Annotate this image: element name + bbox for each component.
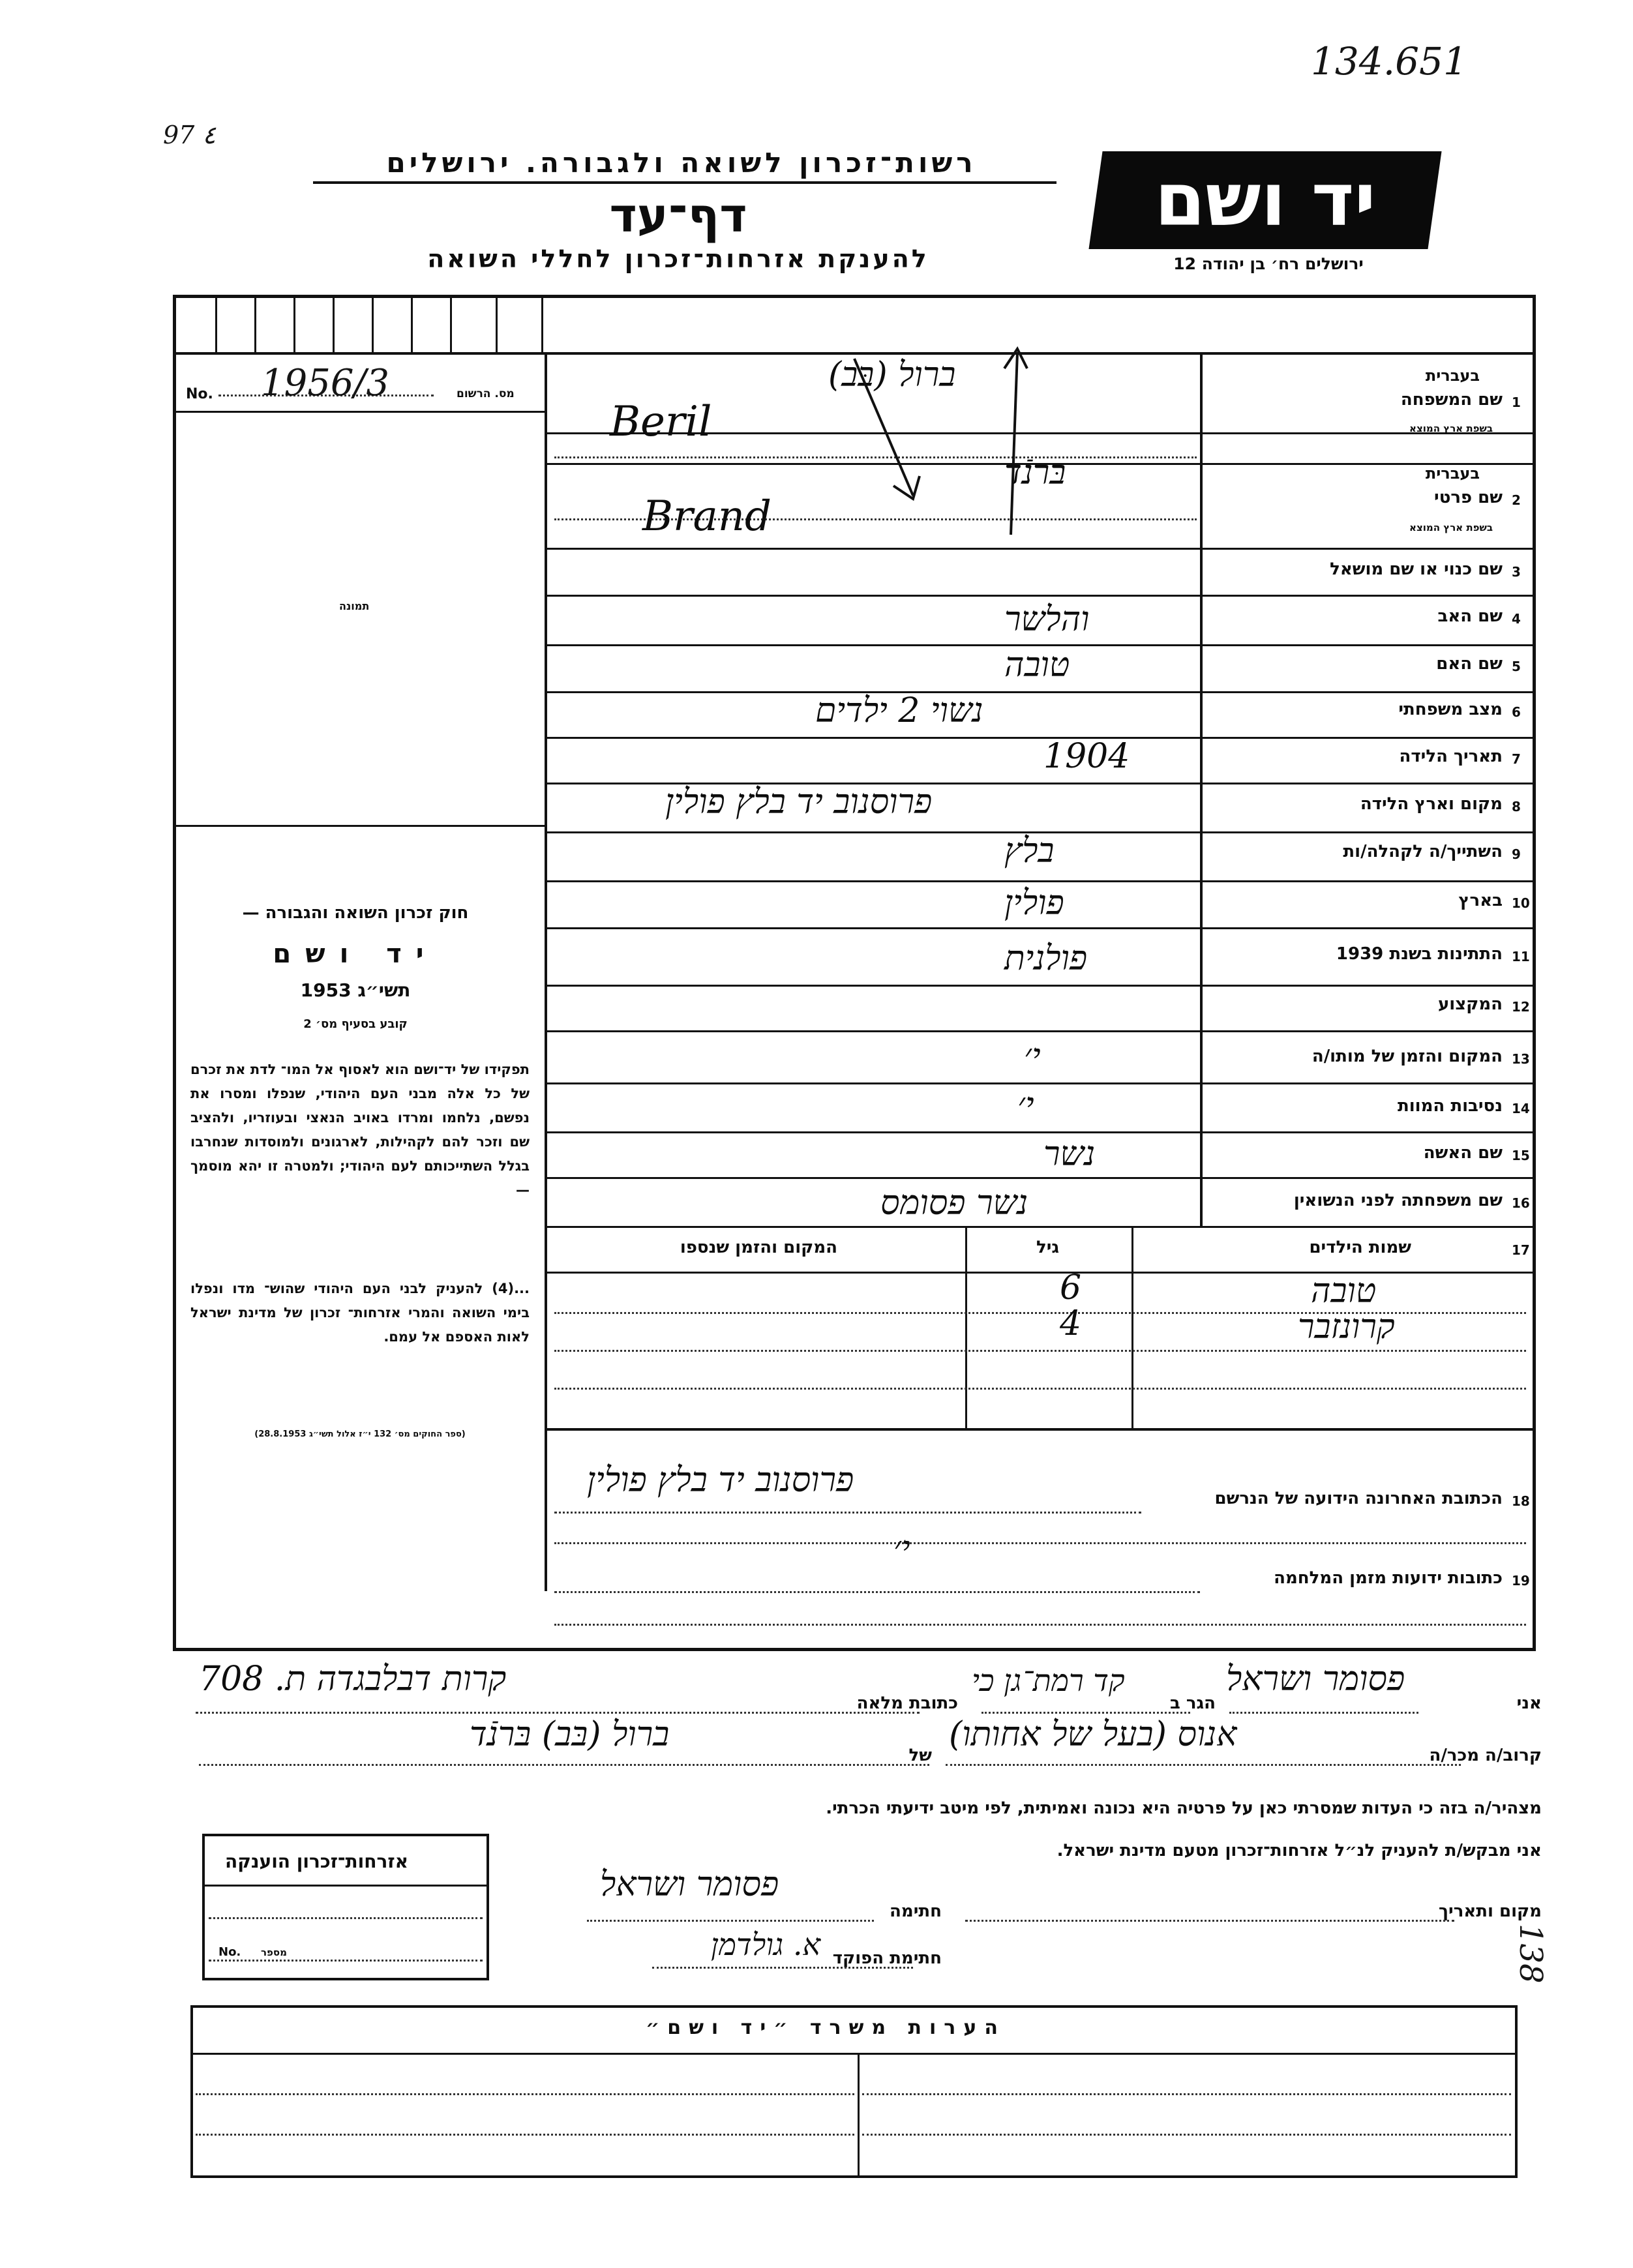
children-names-header: שמות הילדים <box>1309 1238 1411 1257</box>
relation-value: אנוס (בעל של אחותו) <box>949 1715 1237 1754</box>
row-line <box>546 548 1534 550</box>
decl-dots <box>946 1764 1461 1766</box>
law-year: תשי״ג 1953 <box>300 979 411 1001</box>
authority-underline <box>313 181 1056 184</box>
field-label-birth-place: מקום וארץ הלידה <box>1360 794 1503 814</box>
children-col-divider <box>965 1226 967 1428</box>
surname-native-value: Beril <box>610 398 712 446</box>
notes-dots <box>862 2093 1511 2095</box>
field-label-mother: שם האם <box>1436 654 1503 674</box>
notes-dots <box>862 2134 1511 2136</box>
row-line <box>546 1030 1534 1032</box>
stamp-box-divider <box>202 1885 489 1887</box>
stamp-no-label: No. <box>218 1945 241 1959</box>
field-label-death-circumstances: נסיבות המוות <box>1398 1096 1503 1116</box>
law-paragraph-2: ...(4) להעניק לבני העם היהודי שהוש־ מדו ונפלו בימי השואה והמרי אזרחות־ זכרון של מדינת ישראל לאות האספם אל עמם. <box>190 1281 530 1345</box>
decl-dots <box>965 1920 1454 1922</box>
surname-hebrew-value: ברול (בּב) <box>828 355 956 395</box>
field-num: 3 <box>1512 564 1521 580</box>
wartime-address-value: י׳ <box>893 1529 910 1568</box>
declarant-signature: פסומר ושראל <box>600 1865 779 1904</box>
strip-tick <box>215 297 217 352</box>
field-label-citizenship-1939: התתינות בשנת 1939 <box>1336 944 1503 964</box>
stamp-dots <box>209 1917 483 1919</box>
notes-dots <box>196 2134 854 2136</box>
decl-resides-label: הגר ב <box>1169 1694 1216 1713</box>
left-column-divider <box>545 352 547 1591</box>
declarant-name: פסומר ושראל <box>1226 1660 1405 1699</box>
field-num: 4 <box>1512 611 1521 627</box>
office-notes-divider <box>858 2053 860 2178</box>
row-dots <box>554 1350 1526 1352</box>
section-divider <box>546 1428 1534 1431</box>
mother-name-value: טובה <box>1004 646 1070 685</box>
declarant-city: קד רמת־גן כי <box>972 1663 1125 1698</box>
field-sub-native: בשפת ארץ המוצא <box>1409 522 1493 533</box>
country-value: פולין <box>1004 884 1064 923</box>
row-line <box>546 1226 1534 1228</box>
field-label-first-name: שם פרטי <box>1434 488 1503 507</box>
strip-tick <box>372 297 374 352</box>
child-age: 4 <box>1060 1304 1082 1343</box>
relation-of-label: של <box>908 1746 932 1765</box>
row-line <box>546 1177 1534 1179</box>
law-source: (ספר החוקים מס׳ 132 י״ז אלול תשי״ג 28.8.1953) <box>254 1429 466 1439</box>
decl-dots <box>652 1967 913 1969</box>
decl-dots <box>1229 1712 1418 1714</box>
field-num: 19 <box>1512 1573 1530 1589</box>
decl-dots <box>587 1920 874 1922</box>
law-title: חוק זכרון השואה והגבורה — <box>242 903 469 923</box>
field-num: 8 <box>1512 799 1521 814</box>
place-time-death-value: י׳ <box>1024 1037 1041 1076</box>
field-num: 7 <box>1512 751 1521 767</box>
registration-label: מס. הרשום <box>457 387 515 400</box>
signature-label: חתימה <box>890 1902 942 1921</box>
last-address-value: פרוסנוב יד בלץ פולין <box>587 1461 854 1500</box>
field-label-father: שם האב <box>1437 606 1503 626</box>
stamp-dots <box>209 1960 483 1962</box>
row-line <box>546 691 1534 693</box>
decl-dots <box>199 1764 929 1766</box>
strip-tick <box>293 297 295 352</box>
field-num: 14 <box>1512 1101 1530 1116</box>
correction-arrows <box>815 346 1037 541</box>
declarant-address: קרות דבלבגדה ת. 708 <box>199 1660 507 1699</box>
row-line <box>546 985 1534 987</box>
field-num: 9 <box>1512 846 1521 862</box>
field-label-birth-date: תאריך הלידה <box>1399 747 1503 766</box>
margin-note: 97 ٤ <box>163 121 216 149</box>
law-clause: קובע בסעיף מס׳ 2 <box>303 1017 408 1031</box>
relation-label: קרוב/ה מכר/ה <box>1429 1746 1542 1765</box>
first-name-hebrew-value: בּרנֿד <box>1004 453 1066 492</box>
field-label-nickname: שם כנוי או שם מושאל <box>1330 560 1503 579</box>
child-name: טובה <box>1311 1272 1377 1311</box>
authority-line: רשות־זכרון לשואה ולגבורה. ירושלים <box>386 147 977 179</box>
field-num: 18 <box>1512 1493 1530 1509</box>
field-num: 1 <box>1512 395 1521 410</box>
office-notes-title: הערות משרד ״יד ושם״ <box>646 2016 1006 2039</box>
children-age-header: גיל <box>1036 1238 1059 1257</box>
form-subtitle: להענקת אזרחות־זכרון לחללי השואה <box>427 245 929 273</box>
label-column-divider <box>1200 352 1203 1226</box>
side-page-number: 138 <box>1512 1924 1549 1984</box>
law-paragraph-1: תפקידו של יד־ושם הוא לאסוף אל המו־ לדת את זכרם של כל אלה מבני העם היהודי, שנפלו ומסרו את נפשם, נלחמו ומרדו באויב הנאצי ובעוזריו, ולהציב שם וזכר להם לקהילות, לארגונים ולמוסדות שנחרבו בגלל השתייכותם לעם היהודי; ולמטרה זו יהא מוסמך — <box>190 1062 530 1198</box>
field-label-marital-status: מצב משפחתי <box>1398 700 1503 719</box>
field-num: 15 <box>1512 1148 1530 1163</box>
notes-dots <box>196 2093 854 2095</box>
field-num: 5 <box>1512 659 1521 674</box>
field-sub-hebrew: בעברית <box>1425 366 1480 385</box>
law-name: יד ושם <box>273 939 438 969</box>
field-num: 2 <box>1512 492 1521 508</box>
stamp-box-title: אזרחות־זכרון הוענקה <box>225 1851 408 1872</box>
children-col-divider <box>1131 1226 1133 1428</box>
field-label-wife-name: שם האשה <box>1423 1143 1503 1163</box>
declaration-statement: מצהיר/ה בזה כי העדות שמסרתי כאן על פרטיה היא נכונה ואמיתית, לפי מיטב ידיעתי הכרתי. <box>826 1798 1542 1818</box>
field-label-maiden-name: שם משפחתה לפני הנשואין <box>1293 1191 1503 1210</box>
row-dots <box>554 1542 1526 1544</box>
yad-vashem-logo: יד ושם <box>1088 151 1441 249</box>
strip-tick <box>450 297 452 352</box>
field-label-country: בארץ <box>1458 891 1503 910</box>
wartime-address-label: כתובות ידועות מזמן המלחמה <box>1274 1568 1503 1588</box>
field-sub-native: בשפת ארץ המוצא <box>1409 423 1493 434</box>
row-dots <box>554 1624 1526 1626</box>
row-dots <box>554 1591 1200 1593</box>
decl-address-label: כתובת מלאה <box>856 1694 958 1713</box>
last-address-label: הכתובת האחרונה הידועה של הנרשם <box>1214 1489 1503 1508</box>
father-name-value: והלשר <box>1004 600 1090 639</box>
archive-number: 134.651 <box>1311 39 1467 83</box>
stamp-number-label: מספר <box>261 1947 287 1958</box>
photo-label: תמונה <box>339 600 370 612</box>
row-line <box>546 737 1534 739</box>
row-line <box>546 880 1534 882</box>
death-circumstances-value: י׳ <box>1017 1086 1034 1125</box>
maiden-name-value: נשר פסומס <box>880 1184 1028 1223</box>
citizenship-value: פולנית <box>1004 939 1088 978</box>
birth-date-value: 1904 <box>1043 737 1130 776</box>
strip-tick <box>333 297 335 352</box>
child-name: קרונזבר <box>1298 1307 1395 1347</box>
field-num: 16 <box>1512 1195 1530 1211</box>
decl-dots <box>196 1712 920 1714</box>
strip-tick <box>541 297 543 352</box>
field-num: 12 <box>1512 999 1530 1015</box>
officer-signature-label: חתימת הפוקד <box>832 1948 942 1968</box>
place-date-label: מקום ותאריך <box>1439 1902 1542 1921</box>
field-label-surname: שם המשפחה <box>1400 390 1503 410</box>
children-place-header: המקום והזמן שנספו <box>680 1238 837 1257</box>
registration-underline <box>173 411 546 413</box>
strip-tick <box>254 297 256 352</box>
field-num: 17 <box>1512 1242 1530 1258</box>
logo-address: ירושלים רח׳ בן יהודה 12 <box>1173 254 1364 273</box>
row-dots <box>554 1388 1526 1390</box>
registration-number: 1956/3 <box>261 362 390 404</box>
wife-name-value: נשר <box>1043 1135 1096 1174</box>
field-label-place-time-death: המקום והזמן של מותו/ה <box>1311 1047 1503 1066</box>
child-age: 6 <box>1060 1268 1082 1307</box>
declaration-request: אני מבקש/ת להעניק לנ״ל אזרחות־זכרון מטעם מדינת ישראל. <box>1056 1841 1542 1860</box>
photo-box-bottom <box>173 825 546 827</box>
field-num: 13 <box>1512 1051 1530 1067</box>
decl-dots <box>981 1712 1190 1714</box>
office-notes-header-line <box>190 2053 1518 2055</box>
field-label-profession: המקצוע <box>1437 994 1503 1014</box>
officer-signature: א. גולדמן <box>711 1927 821 1962</box>
strip-tick <box>411 297 413 352</box>
strip-tick <box>496 297 498 352</box>
field-num: 10 <box>1512 895 1530 911</box>
children-header-line <box>546 1272 1534 1274</box>
row-dots <box>554 1512 1141 1514</box>
decl-prefix: אני <box>1516 1694 1542 1713</box>
marital-status-value: נשוי 2 ילדים <box>815 691 983 730</box>
birth-place-value: פרוסנוב יד בלץ פולין <box>665 783 933 822</box>
field-label-community: השתייך/ה לקהלה/ות <box>1343 842 1503 861</box>
field-num: 6 <box>1512 704 1521 720</box>
row-line <box>546 927 1534 929</box>
field-sub-hebrew: בעברית <box>1425 464 1480 483</box>
row-line <box>546 1131 1534 1133</box>
field-num: 11 <box>1512 949 1530 964</box>
row-line <box>546 595 1534 597</box>
relation-subject: ברול (בּב) בּרנֿד <box>470 1715 670 1754</box>
first-name-native-value: Brand <box>642 492 772 541</box>
row-line <box>546 1082 1534 1084</box>
community-value: בלץ <box>1004 831 1055 871</box>
form-title: דף־עד <box>609 188 747 243</box>
registration-no-label: No. <box>186 386 213 402</box>
